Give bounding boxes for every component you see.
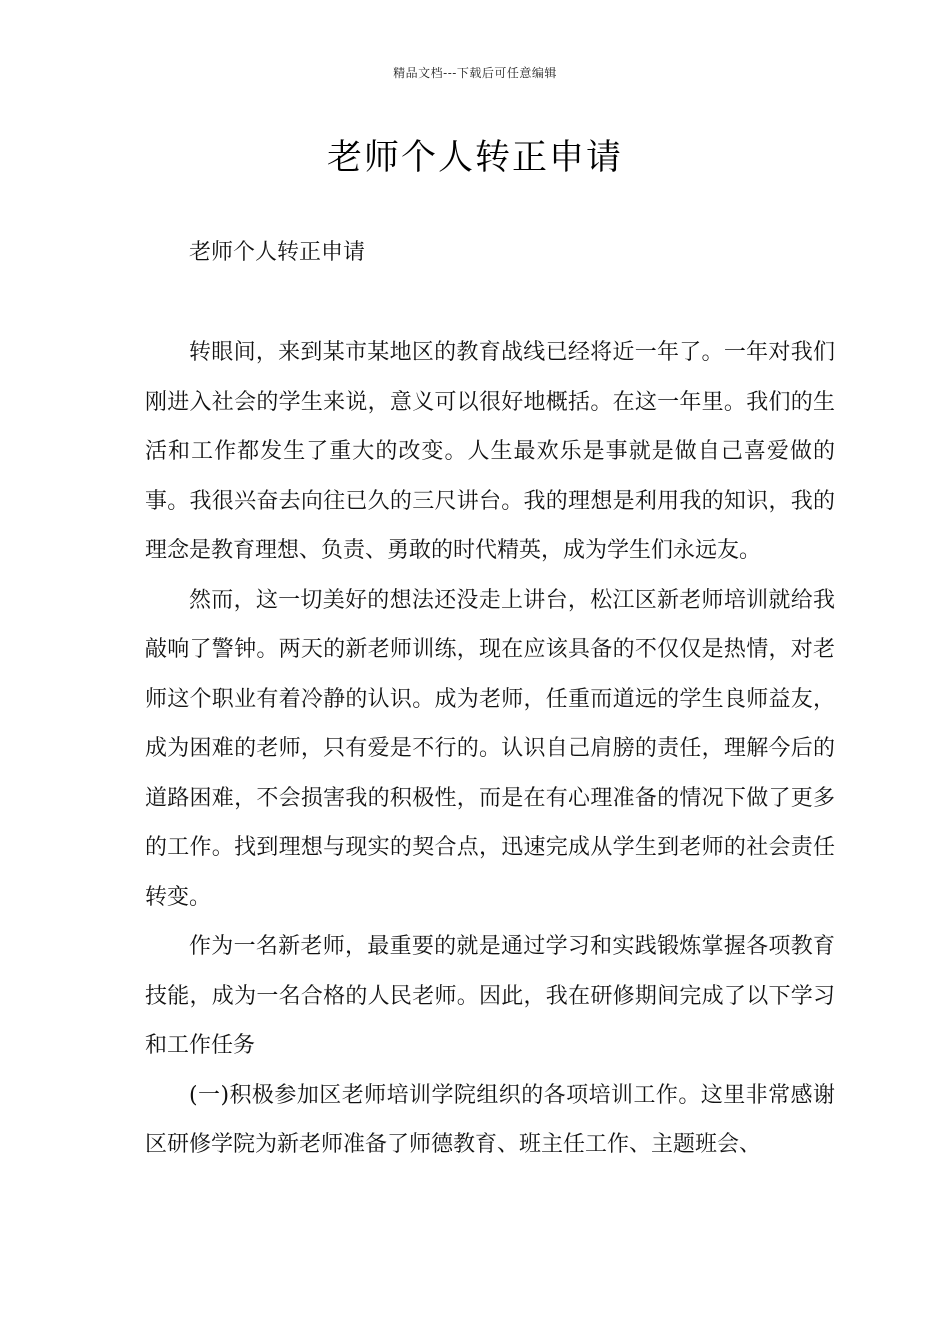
paragraph-2: 然而，这一切美好的想法还没走上讲台，松江区新老师培训就给我敲响了警钟。两天的新老师训练，现在应该具备的不仅仅是热情，对老师这个职业有着冷静的认识。成为老师，任重而道远的学生良师益友，成为困难的老师，只有爱是不行的。认识自己肩膀的责任，理解今后的道路困难，不会损害我的积极性，而是在有心理准备的情况下做了更多的工作。找到理想与现实的契合点，迅速完成从学生到老师的社会责任转变。 [145,587,835,910]
header-note: 精品文档---下载后可任意编辑 [393,66,557,80]
paragraph-4: (一)积极参加区老师培训学院组织的各项培训工作。这里非常感谢区研修学院为新老师准备了师德教育、班主任工作、主题班会、 [145,1082,835,1157]
subtitle: 老师个人转正申请 [189,240,366,265]
document-title: 老师个人转正申请 [326,138,623,178]
paragraph-3: 作为一名新老师，最重要的就是通过学习和实践锻炼掌握各项教育技能，成为一名合格的人民老师。因此，我在研修期间完成了以下学习和工作任务 [145,934,835,1058]
spacer [145,278,835,328]
document-body [145,228,835,1170]
paragraph-1: 转眼间，来到某市某地区的教育战线已经将近一年了。一年对我们刚进入社会的学生来说，意义可以很好地概括。在这一年里。我们的生活和工作都发生了重大的改变。人生最欢乐是事就是做自己喜爱做的事。我很兴奋去向往已久的三尺讲台。我的理想是利用我的知识，我的理念是教育理想、负责、勇敢的时代精英，成为学生们永远友。 [145,340,835,563]
